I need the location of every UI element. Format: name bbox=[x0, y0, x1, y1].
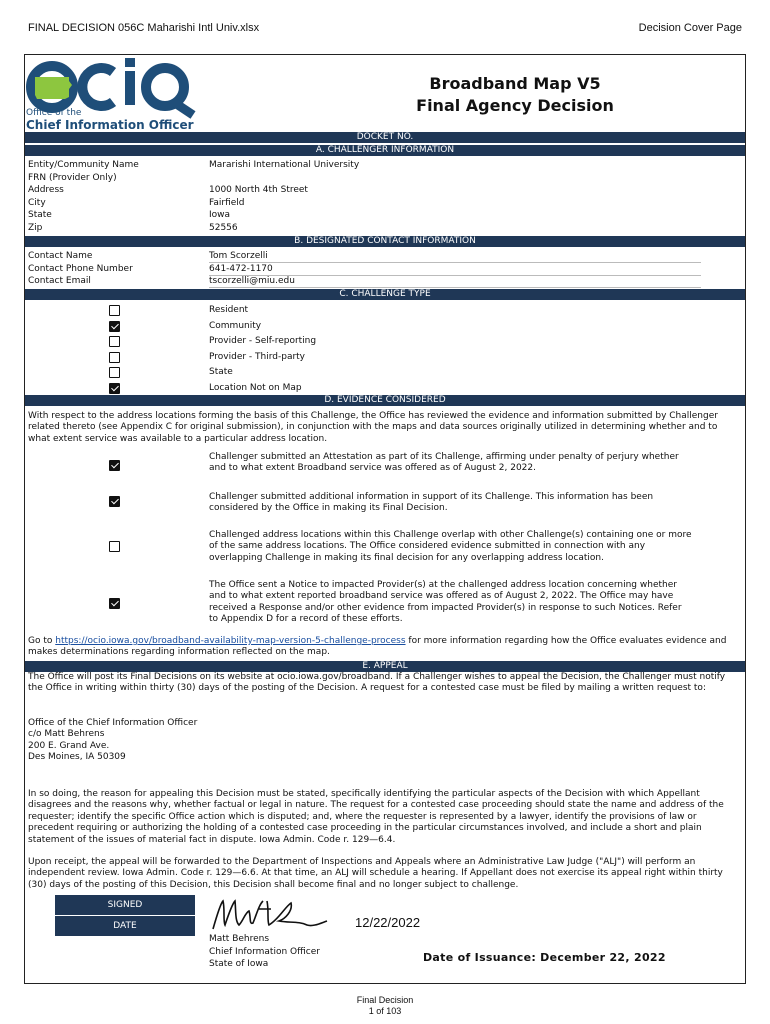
section-b-heading: B. DESIGNATED CONTACT INFORMATION bbox=[25, 236, 745, 247]
section-e-heading: E. APPEAL bbox=[25, 661, 745, 672]
appeal-paragraph-3: Upon receipt, the appeal will be forwarded to the Department of Inspections and Appeals where an Administrative Law Judge ("ALJ") will perform an independent review. Iowa Admin. Code r. 129—6.6. At that time, an ALJ will schedule a hearing. If Appellant does not exercise its appeal right within thirty (30) days of the posting of this Decision, this Decision shall become final and no longer subject to challenge. bbox=[28, 857, 723, 890]
challenge-type-checkbox[interactable] bbox=[109, 383, 120, 394]
page-label: Decision Cover Page bbox=[638, 22, 742, 34]
evidence-intro: With respect to the address locations forming the basis of this Challenge, the Office has reviewed the evidence and information submitted by Challenger related thereto (see Appendix C for original submission), in conjunction with the maps and data sources originally utilized in determining whether and to what extent service was available to a particular address location. bbox=[28, 411, 718, 444]
field-value: Iowa bbox=[209, 210, 231, 220]
challenge-type-label: Resident bbox=[209, 305, 249, 315]
field-label: City bbox=[28, 197, 46, 208]
challenge-type-label: Community bbox=[209, 320, 262, 331]
process-link[interactable]: https://ocio.iowa.gov/broadband-availability-map-version-5-challenge-process bbox=[55, 636, 406, 646]
address-line: Des Moines, IA 50309 bbox=[28, 752, 126, 763]
challenge-type-checkbox[interactable] bbox=[109, 336, 120, 347]
section-a-heading: A. CHALLENGER INFORMATION bbox=[25, 145, 745, 156]
challenge-type-checkbox[interactable] bbox=[109, 321, 120, 332]
address-line: c/o Matt Behrens bbox=[28, 729, 105, 740]
appeal-paragraph-1: The Office will post its Final Decisions on its website at ocio.iowa.gov/broadband. If a Challenger wishes to appeal the Decision, the Challenger must notify the Office in writing within thirty (30) days of the posting of the Decision. A request for a contested case must be filed by mailing a written request to: bbox=[28, 672, 726, 694]
appeal-address bbox=[28, 718, 742, 764]
evidence-goto bbox=[28, 636, 742, 659]
signature-date: 12/22/2022 bbox=[355, 915, 421, 930]
challenge-type-checkbox[interactable] bbox=[109, 305, 120, 316]
signature-image bbox=[209, 895, 329, 937]
evidence-text: Challenger submitted additional information in support of its Challenge. This information has been considered by the Office in making its Final Decision. bbox=[209, 492, 654, 514]
evidence-text: Challenger submitted an Attestation as part of its Challenge, affirming under penalty of perjury whether and to what extent Broadband service was offered as of August 2, 2022. bbox=[209, 452, 679, 474]
section-d-heading: D. EVIDENCE CONSIDERED bbox=[25, 395, 745, 406]
challenge-type-label: Provider - Self-reporting bbox=[209, 336, 317, 346]
evidence-text: Challenged address locations within this Challenge overlap with other Challenge(s) containing one or more of the same address locations. The Office considered evidence submitted in connection with any overlapping Challenge in making its final decision for any overlapping address location. bbox=[209, 530, 692, 563]
signer-role: Chief Information Officer bbox=[209, 946, 320, 957]
file-name: FINAL DECISION 056C Maharishi Intl Univ.xlsx bbox=[28, 22, 260, 34]
contact-label: Contact Phone Number bbox=[28, 263, 133, 274]
appeal-paragraph-2: In so doing, the reason for appealing this Decision must be stated, specifically identifying the particular aspects of the Decision with which Appellant disagrees and the reasons why, whether factual or legal in nature. The request for a contested case proceeding should state the name and address of the requester; identify the specific Office action which is disputed; and, where the requester is represented by a lawyer, identify the provisions of law or precedent requiring or authorizing the holding of a contested case proceeding in the particular circumstances involved, and include a short and plain statement of the issues of material fact in dispute. Iowa Admin. Code r. 129—6.4. bbox=[28, 789, 724, 845]
footer-title: Final Decision bbox=[356, 995, 414, 1005]
address-line: Office of the Chief Information Officer bbox=[28, 718, 198, 728]
ocio-logo bbox=[25, 55, 225, 133]
evidence-checkbox[interactable] bbox=[109, 460, 120, 471]
signer-org: State of Iowa bbox=[209, 959, 269, 969]
field-value: 1000 North 4th Street bbox=[209, 185, 308, 195]
challenge-type-checkbox[interactable] bbox=[109, 367, 120, 378]
signed-label: SIGNED bbox=[55, 895, 195, 915]
evidence-checkbox[interactable] bbox=[109, 496, 120, 507]
contact-value: Tom Scorzelli bbox=[209, 251, 268, 261]
contact-label: Contact Email bbox=[28, 276, 91, 286]
document-title bbox=[325, 73, 705, 117]
contact-value: tscorzelli@miu.edu bbox=[209, 276, 295, 286]
contact-label: Contact Name bbox=[28, 251, 93, 261]
challenge-type-checkbox[interactable] bbox=[109, 352, 120, 363]
contact-value: 641-472-1170 bbox=[209, 263, 273, 274]
evidence-checkbox[interactable] bbox=[109, 541, 120, 552]
title-line1: Broadband Map V5 bbox=[429, 74, 601, 93]
date-label: DATE bbox=[55, 916, 195, 936]
field-value: Mararishi International University bbox=[209, 160, 360, 170]
logo-line1: Office of the bbox=[26, 108, 82, 118]
challenge-type-label: Location Not on Map bbox=[209, 382, 302, 393]
goto-prefix: Go to bbox=[28, 636, 56, 646]
field-label: FRN (Provider Only) bbox=[28, 172, 117, 183]
field-underline bbox=[209, 287, 701, 288]
goto-suffix: for more information regarding how the Office evaluates evidence and makes determinations regarding information reflected on the map. bbox=[28, 636, 727, 658]
docket-bar: DOCKET NO. bbox=[25, 132, 745, 143]
signer-block bbox=[209, 933, 320, 971]
field-label: Zip bbox=[28, 222, 43, 233]
title-line2: Final Agency Decision bbox=[416, 96, 614, 115]
footer-page: 1 of 103 bbox=[368, 1006, 402, 1016]
signer-name: Matt Behrens bbox=[209, 934, 270, 944]
challenge-type-label: State bbox=[209, 367, 233, 377]
logo-line2: Chief Information Officer bbox=[26, 118, 194, 132]
address-line: 200 E. Grand Ave. bbox=[28, 740, 110, 751]
challenge-type-label: Provider - Third-party bbox=[209, 351, 306, 362]
section-c-heading: C. CHALLENGE TYPE bbox=[25, 289, 745, 300]
field-label: State bbox=[28, 210, 52, 220]
field-label: Entity/Community Name bbox=[28, 160, 139, 170]
field-label: Address bbox=[28, 185, 64, 195]
field-value: 52556 bbox=[209, 222, 238, 233]
iowa-map-icon bbox=[35, 77, 72, 99]
issuance-date: Date of Issuance: December 22, 2022 bbox=[423, 951, 666, 964]
evidence-text: The Office sent a Notice to impacted Provider(s) at the challenged address location concerning whether and to what extent reported broadband service was offered as of August 2, 2022. The Office may have received a Response and/or other evidence from impacted Provider(s) in response to such Notices. Refer to Appendix D for a record of these efforts. bbox=[209, 580, 682, 625]
field-value: Fairfield bbox=[209, 197, 245, 208]
decision-sheet bbox=[24, 54, 746, 984]
evidence-checkbox[interactable] bbox=[109, 598, 120, 609]
field-underline bbox=[209, 262, 701, 263]
